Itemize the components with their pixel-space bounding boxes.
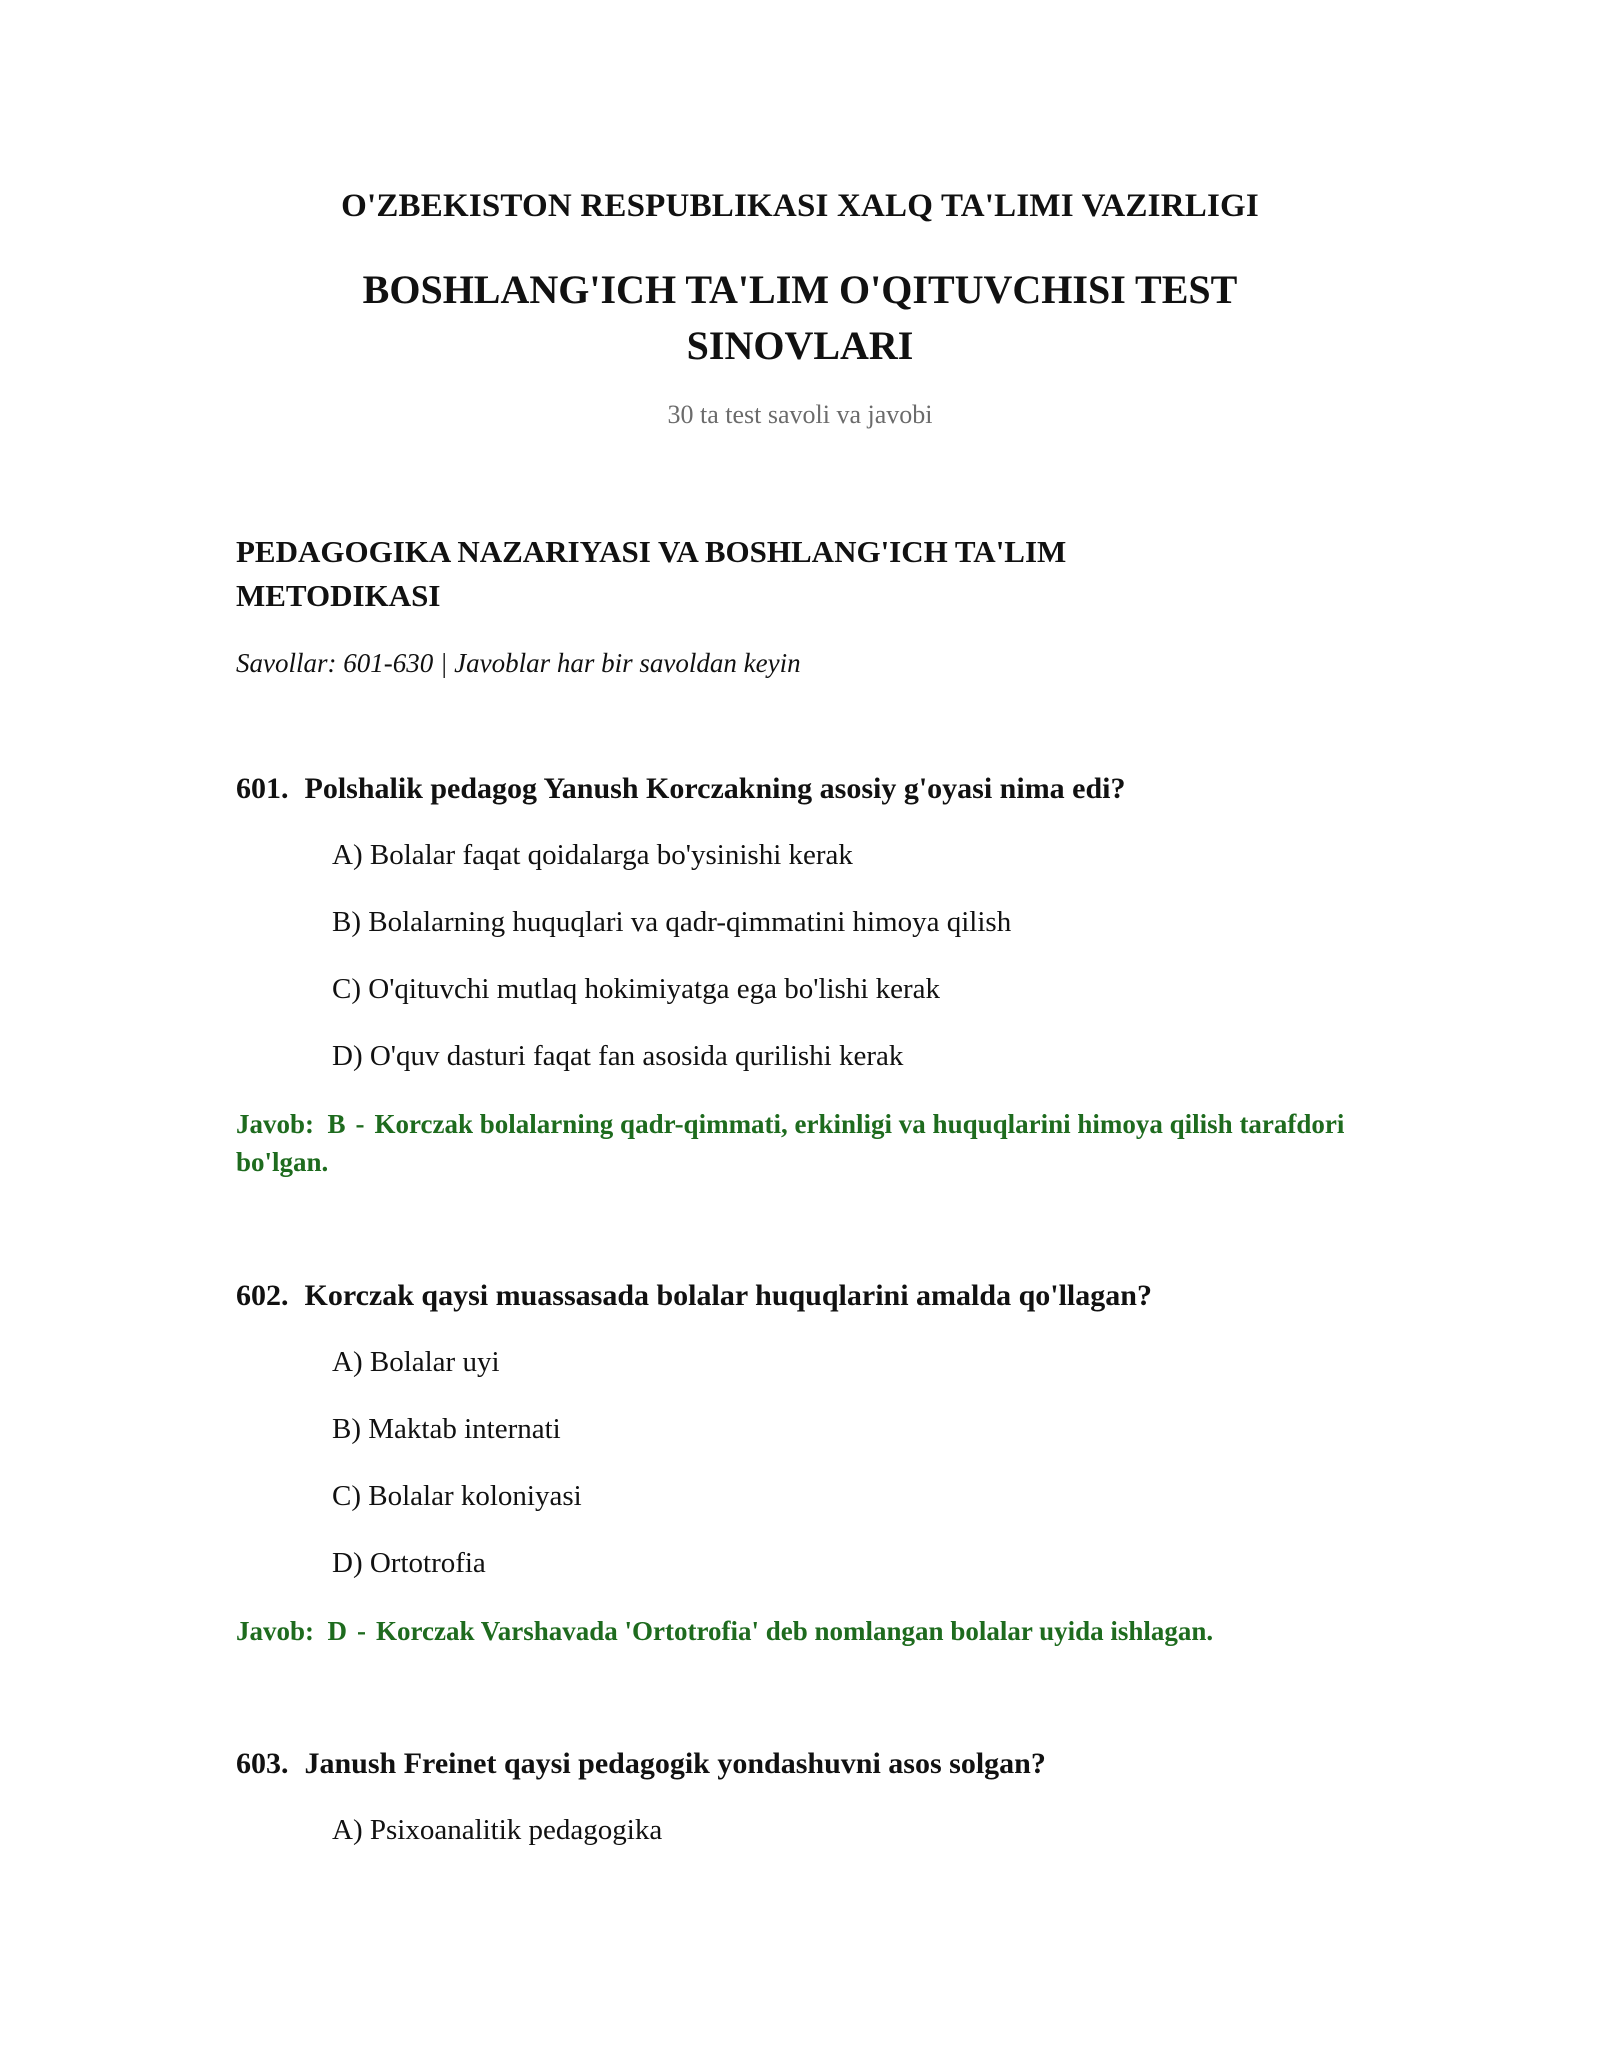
question-number: 602. <box>236 1279 289 1312</box>
answer-602 <box>236 1612 1366 1650</box>
question-602 <box>236 1279 1152 1313</box>
option-d: D) Ortotrofia <box>332 1547 486 1579</box>
option-d: D) O'quv dasturi faqat fan asosida qurilishi kerak <box>332 1040 904 1072</box>
answer-explanation: Korczak bolalarning qadr-qimmati, erkinligi va huquqlarini himoya qilish tarafdori bo'lgan. <box>236 1109 1345 1177</box>
answer-separator: - <box>357 1616 367 1646</box>
question-text: Korczak qaysi muassasada bolalar huquqlarini amalda qo'llagan? <box>304 1279 1152 1312</box>
document-title-line-1: BOSHLANG'ICH TA'LIM O'QITUVCHISI TEST <box>362 267 1238 312</box>
answer-601 <box>236 1105 1366 1181</box>
question-number: 601. <box>236 772 289 805</box>
section-title-line-1: PEDAGOGIKA NAZARIYASI VA BOSHLANG'ICH TA'LIM <box>236 534 1067 569</box>
answer-label: Javob: <box>236 1109 315 1139</box>
option-a: A) Psixoanalitik pedagogika <box>332 1814 663 1846</box>
question-text: Polshalik pedagog Yanush Korczakning asosiy g'oyasi nima edi? <box>304 772 1126 805</box>
ministry-heading: O'ZBEKISTON RESPUBLIKASI XALQ TA'LIMI VAZIRLIGI <box>341 188 1259 224</box>
answer-label: Javob: <box>236 1616 315 1646</box>
option-b: B) Bolalarning huquqlari va qadr-qimmatini himoya qilish <box>332 906 1012 938</box>
question-601 <box>236 772 1126 806</box>
document-subtitle: 30 ta test savoli va javobi <box>667 400 933 429</box>
question-number: 603. <box>236 1747 289 1780</box>
option-b: B) Maktab internati <box>332 1413 561 1445</box>
question-603 <box>236 1747 1046 1781</box>
option-a: A) Bolalar faqat qoidalarga bo'ysinishi kerak <box>332 839 853 871</box>
option-a: A) Bolalar uyi <box>332 1346 500 1378</box>
document-title-line-2: SINOVLARI <box>686 323 914 368</box>
section-title <box>236 530 1336 618</box>
option-c: C) O'qituvchi mutlaq hokimiyatga ega bo'lishi kerak <box>332 973 941 1005</box>
answer-explanation: Korczak Varshavada 'Ortotrofia' deb nomlangan bolalar uyida ishlagan. <box>376 1616 1214 1646</box>
document-title <box>0 262 1600 374</box>
answer-separator: - <box>355 1109 365 1139</box>
section-meta: Savollar: 601-630 | Javoblar har bir savoldan keyin <box>236 648 801 678</box>
answer-letter: B <box>327 1109 346 1139</box>
question-text: Janush Freinet qaysi pedagogik yondashuvni asos solgan? <box>304 1747 1046 1780</box>
option-c: C) Bolalar koloniyasi <box>332 1480 582 1512</box>
answer-letter: D <box>327 1616 348 1646</box>
section-title-line-2: METODIKASI <box>236 578 441 613</box>
